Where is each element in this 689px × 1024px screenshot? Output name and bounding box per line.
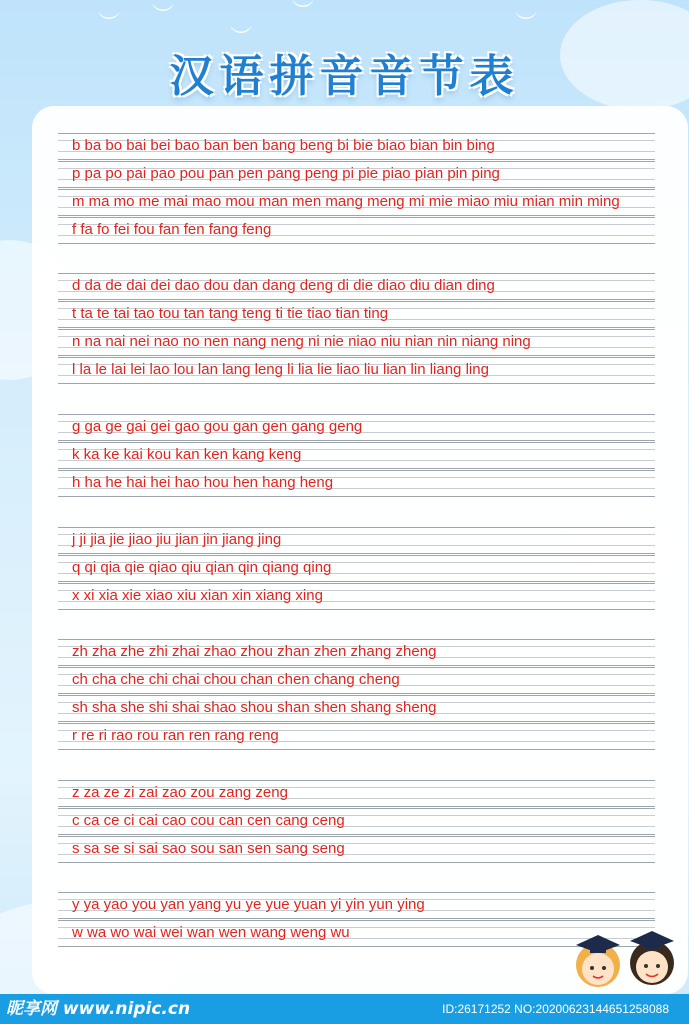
syllable-row [58,414,655,441]
syllable-row-text: y ya yao you yan yang yu ye yue yuan yi yin yun ying [72,896,425,913]
syllable-row [58,329,655,356]
syllable-row [58,301,655,328]
bird-icon: ︶ [515,12,538,37]
syllable-row-text: p pa po pai pao pou pan pen pang peng pi pie piao pian pin ping [72,165,500,182]
syllable-row [58,189,655,216]
graduate-girl-icon [576,935,620,987]
image-id-text: ID:26171252 NO:20200623144651258088 [442,1002,669,1016]
page-title: 汉语拼音音节表 [169,51,520,102]
syllable-row-text: h ha he hai hei hao hou hen hang heng [72,474,334,491]
bird-icon: ︶ [230,26,253,51]
bird-icon: ︶ [292,0,315,25]
syllable-row-text: ch cha che chi chai chou chan chen chang cheng [72,671,400,688]
syllable-row-text: s sa se si sai sao sou san sen sang seng [72,840,345,857]
syllable-row-text: q qi qia qie qiao qiu qian qin qiang qing [72,559,332,576]
syllable-row [58,442,655,469]
syllable-row-text: w wa wo wai wei wan wen wang weng wu [72,924,350,941]
bird-icon: ︶ [152,4,175,29]
syllable-row-text: l la le lai lei lao lou lan lang leng li lia lie liao liu lian lin liang ling [72,361,489,378]
footer-bar [0,994,689,1024]
syllable-row-text: m ma mo me mai mao mou man men mang meng mi mie miao miu mian min ming [72,193,620,210]
syllable-row-text: x xi xia xie xiao xiu xian xin xiang xing [72,587,323,604]
syllable-row [58,161,655,188]
syllable-row [58,808,655,835]
graduate-kids-illustration [560,895,685,995]
syllable-row [58,695,655,722]
bird-icon: ︶ [98,12,121,37]
syllable-row [58,639,655,666]
graduate-boy-icon [630,931,674,985]
syllable-row-text: g ga ge gai gei gao gou gan gen gang geng [72,418,363,435]
syllable-row [58,133,655,160]
syllable-row-text: t ta te tai tao tou tan tang teng ti tie tiao tian ting [72,305,389,322]
syllable-row-text: sh sha she shi shai shao shou shan shen shang sheng [72,699,437,716]
syllable-row [58,357,655,384]
syllable-row [58,217,655,244]
syllable-row [58,527,655,554]
syllable-row-text: r re ri rao rou ran ren rang reng [72,727,279,744]
syllable-row-text: b ba bo bai bei bao ban ben bang beng bi bie biao bian bin bing [72,137,495,154]
syllable-row [58,470,655,497]
watermark-logo: 昵享网 www.nipic.cn [6,999,191,1019]
syllable-row-text: n na nai nei nao no nen nang neng ni nie niao niu nian nin niang ning [72,333,531,350]
syllable-row [58,583,655,610]
syllable-row-text: j ji jia jie jiao jiu jian jin jiang jing [72,531,282,548]
syllable-row-text: zh zha zhe zhi zhai zhao zhou zhan zhen zhang zheng [72,643,437,660]
syllable-row [58,555,655,582]
syllable-row-text: f fa fo fei fou fan fen fang feng [72,221,272,238]
syllable-row [58,273,655,300]
syllable-row-text: d da de dai dei dao dou dan dang deng di die diao diu dian ding [72,277,495,294]
syllable-row [58,667,655,694]
syllable-row [58,780,655,807]
syllable-row-text: z za ze zi zai zao zou zang zeng [72,784,288,801]
syllable-row [58,723,655,750]
syllable-row [58,836,655,863]
syllable-row-text: k ka ke kai kou kan ken kang keng [72,446,302,463]
syllable-row-text: c ca ce ci cai cao cou can cen cang ceng [72,812,345,829]
